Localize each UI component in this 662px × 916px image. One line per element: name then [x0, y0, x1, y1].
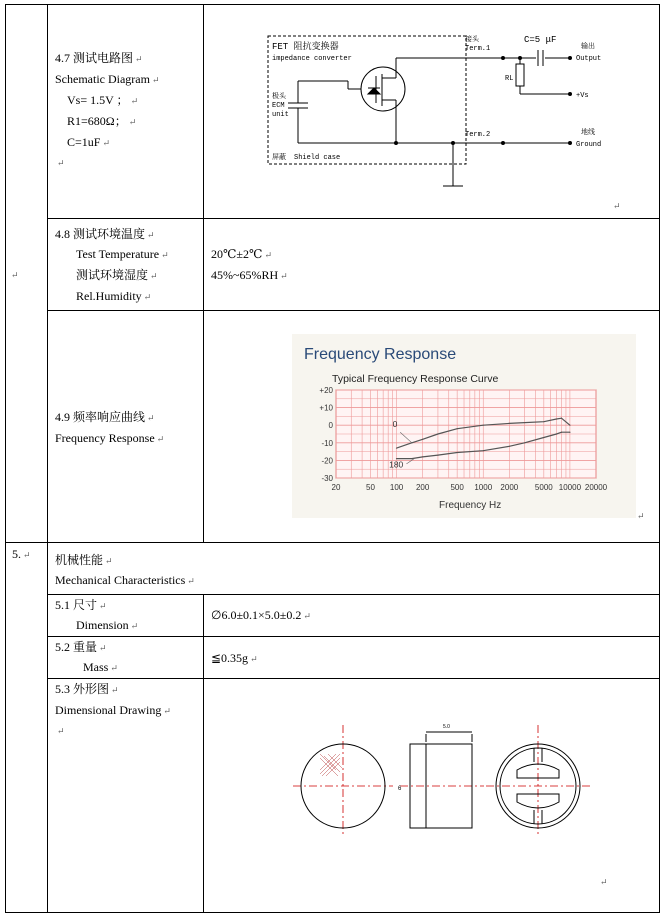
- front-view-mesh: [320, 754, 342, 776]
- dim-value-text: ∅6.0±0.1×5.0±0.2: [211, 608, 302, 622]
- section5-heading-en: [55, 573, 195, 588]
- chart-y-tick-label: 0: [328, 421, 333, 431]
- para-mark: ↵: [128, 117, 137, 127]
- chart-point-180: [556, 433, 557, 434]
- fet-title: FET 阻抗变换器: [272, 42, 339, 52]
- chart-x-tick-label: 20: [331, 483, 341, 492]
- term1-cn: 接头: [465, 36, 479, 44]
- chart-y-tick-label: -30: [321, 474, 333, 483]
- chart-point-0: [422, 439, 423, 440]
- row-4-8-temp-en: [76, 247, 169, 262]
- para-mark: ↵: [135, 54, 143, 64]
- mass-en: [83, 660, 118, 675]
- draw-side-label: 6: [398, 786, 402, 792]
- row-4-8-hum-val: [211, 268, 288, 283]
- para-mark: ↵: [156, 434, 165, 444]
- dim-value: [211, 608, 311, 623]
- chart-point-0: [524, 422, 525, 423]
- gnd-en: Ground: [576, 141, 602, 149]
- dim-en-text: Dimension: [76, 618, 129, 632]
- section5-heading-cn-text: 机械性能: [55, 553, 104, 567]
- frequency-response-chart: [292, 334, 636, 518]
- row-4-8-hum-en: [76, 289, 151, 304]
- dim-heading: [55, 598, 107, 613]
- row-4-8-heading: [55, 227, 155, 242]
- chart-point-0: [509, 423, 510, 424]
- row-divider-5-1: [47, 594, 660, 595]
- chart-x-tick-label: 500: [450, 483, 464, 492]
- row-4-7-subtitle-text: Schematic Diagram: [55, 72, 150, 86]
- chart-point-180: [457, 452, 458, 453]
- row-4-8-hum-en-text: Rel.Humidity: [76, 289, 142, 303]
- chart-point-0: [483, 425, 484, 426]
- row-4-8-temp-en-text: Test Temperature: [76, 247, 160, 261]
- para-mark: ↵: [250, 654, 258, 664]
- section5-heading-en-text: Mechanical Characteristics: [55, 573, 186, 587]
- row-4-7-vs: [67, 93, 138, 108]
- row-4-8-heading-text: 4.8 测试环境温度: [55, 227, 146, 241]
- chart-point-0: [569, 425, 570, 426]
- para-mark: ↵: [150, 271, 158, 281]
- chart-y-tick-label: +20: [319, 386, 333, 395]
- chart-point-180: [411, 458, 412, 459]
- chart-point-180: [509, 446, 510, 447]
- row-4-8-temp-val-text: 20℃±2℃: [211, 247, 263, 261]
- chart-point-180: [437, 455, 438, 456]
- chart-x-tick-label: 200: [415, 483, 430, 492]
- chart-x-tick-label: 2000: [500, 483, 519, 492]
- row-4-8-hum-cn: [76, 268, 158, 283]
- para-mark: ↵: [111, 685, 119, 695]
- mass-value-text: ≦0.35g: [211, 651, 249, 665]
- fet-sub: impedance converter: [272, 55, 352, 63]
- chart-title: Typical Frequency Response Curve: [332, 373, 499, 385]
- section5-number-text: 5.: [12, 547, 21, 561]
- chart-point-180: [569, 432, 570, 433]
- chart-x-tick-label: 5000: [534, 483, 553, 492]
- para-mark: ↵: [110, 663, 118, 673]
- chart-point-180: [561, 432, 562, 433]
- row-4-7-r1: [67, 114, 136, 129]
- row-4-9-subtitle: [55, 431, 164, 446]
- chart-point-180: [543, 437, 544, 438]
- dimensional-drawing: [288, 720, 608, 840]
- out-en: Output: [576, 55, 602, 63]
- para-mark: ↵: [147, 413, 155, 423]
- chart-point-0: [457, 428, 458, 429]
- mass-heading: [55, 640, 107, 655]
- para-mark: ↵: [163, 706, 171, 716]
- chart-point-180: [422, 456, 423, 457]
- chart-y-tick-label: -20: [321, 456, 333, 466]
- chart-point-0: [556, 418, 557, 419]
- mass-heading-text: 5.2 重量: [55, 640, 98, 654]
- shield-cn: 屏蔽: [272, 154, 286, 162]
- para-mark: ↵: [130, 96, 139, 106]
- row-4-9-subtitle-text: Frequency Response: [55, 431, 155, 445]
- section5-heading-cn: [55, 553, 113, 568]
- para-mark: ↵: [57, 158, 65, 168]
- chart-y-tick-label: -10: [321, 438, 333, 448]
- para-mark: ↵: [23, 550, 31, 560]
- row-4-7-heading-text: 4.7 测试电路图: [55, 51, 134, 65]
- row-4-9-heading: [55, 410, 155, 425]
- cap-label: C=5 μF: [524, 35, 557, 45]
- row-4-7-subtitle: [55, 72, 160, 87]
- row-4-9-heading-text: 4.9 频率响应曲线: [55, 410, 146, 424]
- col-divider-2b: [203, 594, 204, 913]
- rl-label: RL: [505, 75, 514, 83]
- row-divider-4-9: [47, 310, 660, 311]
- out-cn: 输出: [581, 43, 595, 51]
- chart-series-label-180: 180: [389, 459, 404, 470]
- chart-x-tick-label: 20000: [584, 483, 608, 492]
- para-mark: ↵: [637, 511, 645, 521]
- para-mark: ↵: [187, 576, 195, 586]
- dim-en: [76, 618, 138, 633]
- para-mark: ↵: [99, 601, 107, 611]
- chart-point-180: [524, 442, 525, 443]
- term2-en: Term.2: [465, 131, 491, 139]
- mass-value: [211, 651, 258, 666]
- draw-en-text: Dimensional Drawing: [55, 703, 162, 717]
- para-mark: ↵: [102, 138, 110, 148]
- para-mark: ↵: [130, 621, 139, 631]
- shield-en: Shield case: [294, 154, 341, 162]
- mass-en-text: Mass: [83, 660, 109, 674]
- vs-label: +Vs: [576, 92, 589, 100]
- row-4-7-c-text: C=1uF: [67, 135, 101, 149]
- dim-heading-text: 5.1 尺寸: [55, 598, 98, 612]
- fet-circle: [361, 67, 405, 111]
- para-mark: ↵: [161, 250, 169, 260]
- chart-xlabel: Frequency Hz: [439, 500, 502, 511]
- row-4-8-hum-cn-text: 测试环境湿度: [76, 268, 149, 282]
- chart-point-0: [543, 421, 544, 422]
- para-mark: ↵: [147, 230, 155, 240]
- para-mark: ↵: [151, 75, 160, 85]
- para-mark: ↵: [600, 877, 608, 887]
- para-mark: ↵: [303, 611, 311, 621]
- schematic-diagram: [258, 26, 618, 192]
- chart-x-tick-label: 100: [389, 483, 404, 492]
- table-border-top: [5, 4, 660, 5]
- draw-en: [55, 703, 171, 718]
- term1-en: Term.1: [465, 45, 491, 53]
- chart-banner: Frequency Response: [304, 346, 457, 363]
- col-divider-1: [47, 4, 48, 913]
- chart-x-tick-label: 10000: [558, 483, 582, 492]
- chart-point-180: [483, 450, 484, 451]
- draw-top-label: 5.0: [443, 724, 450, 730]
- section5-number: [12, 547, 31, 562]
- para-mark: ↵: [264, 250, 272, 260]
- ecm-en1: ECM: [272, 102, 285, 110]
- chart-point-0: [437, 433, 438, 434]
- row-4-8-hum-val-text: 45%~65%RH: [211, 268, 279, 282]
- row-4-8-temp-val: [211, 247, 272, 262]
- table-border-left: [5, 4, 6, 913]
- row-divider-section5: [5, 542, 660, 543]
- para-mark: ↵: [613, 201, 621, 211]
- draw-heading-text: 5.3 外形图: [55, 682, 110, 696]
- ecm-en2: unit: [272, 111, 289, 119]
- row-divider-5-2: [47, 636, 660, 637]
- ecm-cn: 极头: [272, 93, 286, 101]
- para-mark-left: ↵: [11, 270, 19, 280]
- para-mark: ↵: [57, 726, 65, 736]
- row-4-7-heading: [55, 51, 143, 66]
- gnd-cn: 地线: [581, 129, 595, 137]
- para-mark: ↵: [143, 292, 152, 302]
- chart-point-0: [396, 447, 397, 448]
- para-mark: ↵: [99, 643, 107, 653]
- draw-heading: [55, 682, 119, 697]
- table-border-right: [659, 4, 660, 913]
- row-4-7-c: [67, 135, 110, 150]
- chart-y-tick-label: +10: [319, 403, 333, 413]
- row-divider-4-8: [47, 218, 660, 219]
- chart-point-0: [561, 418, 562, 419]
- col-divider-2a: [203, 4, 204, 542]
- chart-x-tick-label: 1000: [474, 483, 493, 492]
- table-border-bottom: [5, 912, 660, 913]
- chart-x-tick-label: 50: [366, 483, 375, 492]
- row-divider-5-3: [47, 678, 660, 679]
- row-4-7-r1-text: R1=680Ω；: [67, 114, 127, 128]
- chart-series-label-0: 0: [392, 418, 398, 429]
- para-mark: ↵: [105, 556, 113, 566]
- para-mark: ↵: [280, 271, 288, 281]
- row-4-7-vs-text: Vs= 1.5V ；: [67, 93, 129, 107]
